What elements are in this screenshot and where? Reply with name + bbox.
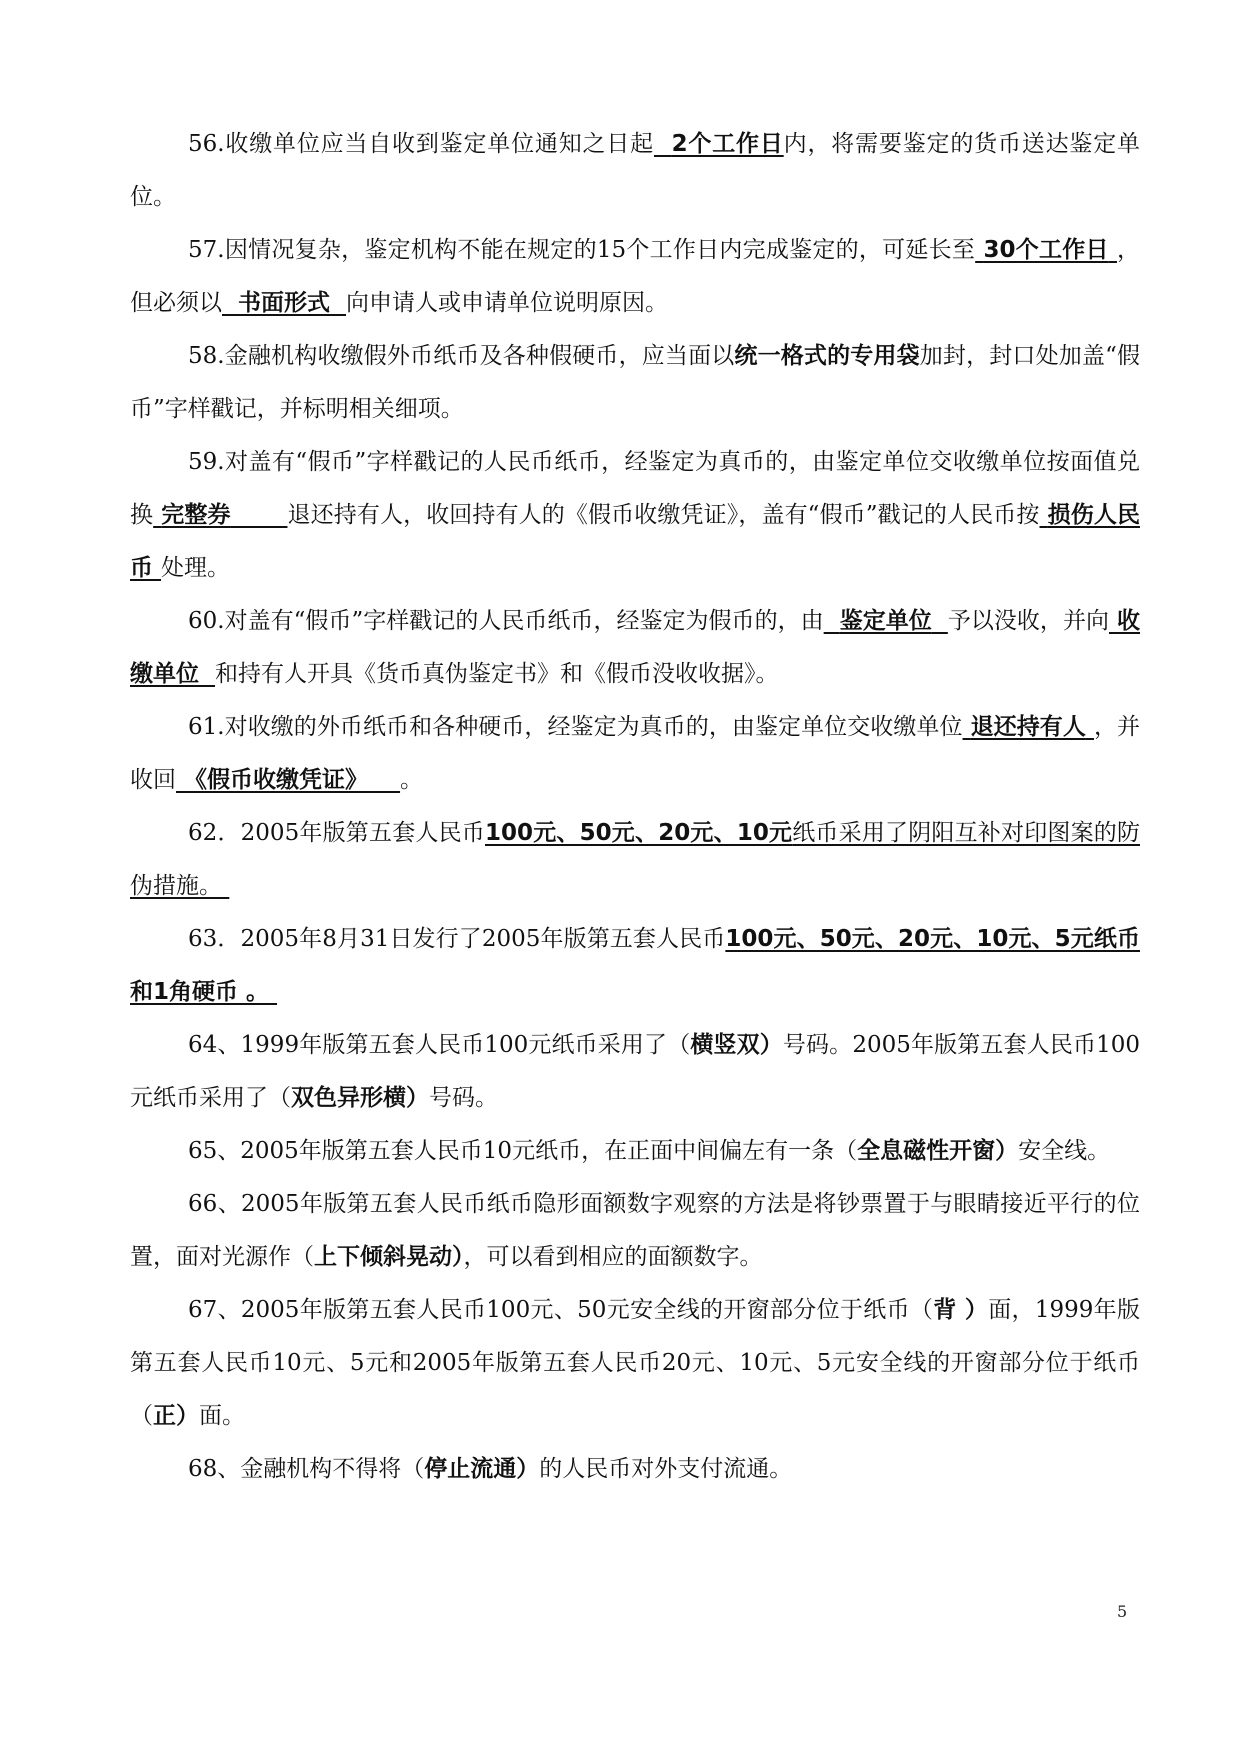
question-68-answer-1: 停止流通） [424, 1456, 540, 1482]
question-57-text-3: 向申请人或申请单位说明原因。 [346, 290, 669, 316]
question-57-answer-2: 书面形式 [238, 290, 331, 316]
question-68 [130, 1443, 1140, 1496]
question-62-text-1: 62．2005年版第五套人民币 [188, 820, 485, 846]
question-64-answer-2: 双色异形横） [291, 1085, 429, 1111]
question-56-text-2: 内，将需要鉴定的货币送达鉴定单位。 [130, 131, 1141, 210]
question-68-text-1: 68、金融机构不得将（ [188, 1456, 425, 1482]
question-58-text-1: 58.金融机构收缴假外币纸币及各种假硬币，应当面以 [188, 343, 735, 369]
question-61-text-1: 61.对收缴的外币纸币和各种硬币，经鉴定为真币的，由鉴定单位交收缴单位 [188, 714, 963, 740]
question-64 [130, 1019, 1140, 1125]
question-list [130, 118, 1140, 1496]
question-61 [130, 701, 1140, 807]
question-59-text-2: 退还持有人，收回持有人的《假币收缴凭证》，盖有“假币”戳记的人民币按 [287, 502, 1040, 528]
question-61-answer-2: 《假币收缴凭证》 [184, 767, 369, 793]
question-63-answer-1: 100元、50元、20元、10元、5元纸币和1角硬币 。 [130, 926, 1140, 1005]
question-64-answer-1: 横竖双） [690, 1032, 783, 1058]
question-60-answer-1: 鉴定单位 [839, 608, 932, 634]
question-56-text-1: 56.收缴单位应当自收到鉴定单位通知之日起 [188, 131, 654, 157]
question-67-answer-1: 背 ） [933, 1297, 989, 1323]
question-59-text-3: 处理。 [161, 555, 231, 581]
question-67-text-3: 面。 [199, 1403, 245, 1429]
question-66 [130, 1178, 1140, 1284]
question-59-text-1: 59.对盖有“假币”字样戳记的人民币纸币，经鉴定为真币的，由鉴定单位交收缴单位按面值兑换 [130, 449, 1140, 528]
question-58-text-2: 加封，封口处加盖“假币”字样戳记，并标明相关细项。 [130, 343, 1141, 422]
question-62-answer-1: 100元、50元、20元、10元 [485, 820, 793, 846]
question-65-answer-1: 全息磁性开窗） [857, 1138, 1019, 1164]
question-64-text-3: 号码。 [429, 1085, 498, 1111]
question-65-text-1: 65、2005年版第五套人民币10元纸币，在正面中间偏左有一条（ [188, 1138, 858, 1164]
question-61-text-2: ，并收回 [130, 714, 1141, 793]
page-number: 5 [1117, 1602, 1128, 1621]
question-60 [130, 595, 1140, 701]
question-67 [130, 1284, 1140, 1443]
question-57-answer-1: 30个工作日 [983, 237, 1109, 263]
question-64-text-1: 64、1999年版第五套人民币100元纸币采用了（ [188, 1032, 691, 1058]
question-63 [130, 913, 1140, 1019]
question-60-text-1: 60.对盖有“假币”字样戳记的人民币纸币，经鉴定为假币的，由 [188, 608, 824, 634]
question-61-text-3: 。 [400, 767, 424, 793]
question-66-answer-1: 上下倾斜晃动） [314, 1244, 464, 1270]
question-63-text-1: 63．2005年8月31日发行了2005年版第五套人民币 [188, 926, 726, 952]
question-67-text-1: 67、2005年版第五套人民币100元、50元安全线的开窗部分位于纸币（ [188, 1297, 934, 1323]
question-65-text-2: 安全线。 [1018, 1138, 1111, 1164]
question-61-answer-1: 退还持有人 [970, 714, 1086, 740]
question-57-text-1: 57.因情况复杂，鉴定机构不能在规定的15个工作日内完成鉴定的，可延长至 [188, 237, 976, 263]
question-57-text-2: ，但必须以 [130, 237, 1140, 316]
question-58 [130, 330, 1140, 436]
question-60-text-2: 予以没收，并向 [947, 608, 1109, 634]
question-65 [130, 1125, 1140, 1178]
question-59-answer-1: 完整券 [161, 502, 231, 528]
question-66-text-1: 66、2005年版第五套人民币纸币隐形面额数字观察的方法是将钞票置于与眼睛接近平行的位置，面对光源作（ [130, 1191, 1140, 1270]
question-68-text-2: 的人民币对外支付流通。 [539, 1456, 793, 1482]
question-60-answer-2: 收缴单位 [130, 608, 1141, 687]
question-56-answer-1: 2个工作日 [671, 131, 784, 157]
question-62 [130, 807, 1140, 913]
question-59 [130, 436, 1140, 595]
question-62-answer-2: 纸币采用了阴阳互补对印图案的防伪措施。 [130, 820, 1141, 899]
question-58-answer-1: 统一格式的专用袋 [734, 343, 920, 369]
question-59-answer-2: 损伤人民币 [130, 502, 1140, 581]
question-60-text-3: 和持有人开具《货币真伪鉴定书》和《假币没收收据》。 [215, 661, 779, 687]
question-67-answer-2: 正） [153, 1403, 199, 1429]
question-57 [130, 224, 1140, 330]
question-64-text-2: 号码。2005年版第五套人民币100元纸币采用了（ [130, 1032, 1141, 1111]
question-66-text-2: ，可以看到相应的面额数字。 [463, 1244, 763, 1270]
question-56 [130, 118, 1140, 224]
question-67-text-2: 面，1999年版第五套人民币10元、5元和2005年版第五套人民币20元、10元、5元安全线的开窗部分位于纸币（ [130, 1297, 1140, 1429]
